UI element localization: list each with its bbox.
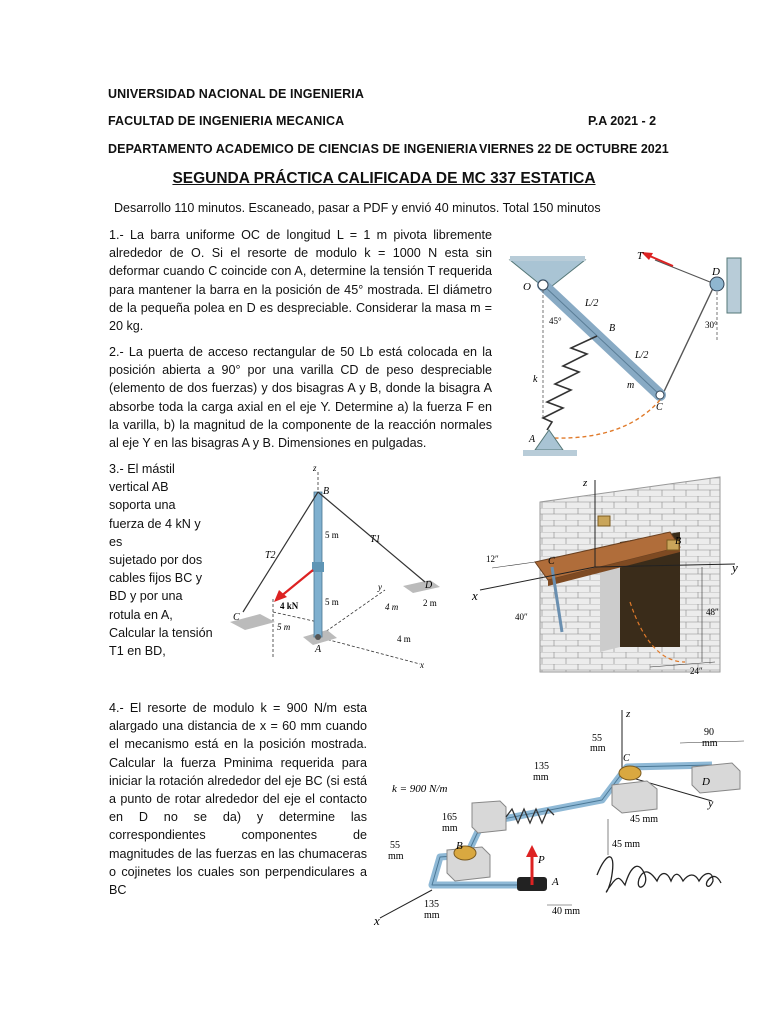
fig1-label-k: k [533, 374, 538, 385]
fig1-label-a: A [529, 434, 536, 445]
fig1-support-a [535, 430, 563, 450]
fig4-label-c: C [623, 753, 630, 764]
fig3-label-4m-bottom: 4 m [397, 634, 411, 644]
fig1-label-b: B [609, 323, 616, 334]
fig4-label-mm-135-top: mm [533, 772, 549, 783]
fig4-label-x: x [374, 913, 380, 928]
fig4-label-90: 90 [704, 727, 714, 738]
exam-instructions: Desarrollo 110 minutos. Escaneado, pasar a PDF y envió 40 minutos. Total 150 minutos [114, 201, 601, 215]
fig1-cable-dc [660, 284, 715, 400]
problem-3-line-1: 3.- El mástil [109, 462, 175, 476]
fig3-label-x: x [420, 660, 424, 670]
fig3-label-2m: 2 m [423, 598, 437, 608]
fig1-ceiling [510, 256, 585, 261]
figure-3-mast [225, 462, 450, 680]
fig1-cable-t [655, 260, 715, 284]
fig4-label-d: D [702, 776, 710, 788]
fig1-bar-edge [543, 285, 660, 395]
fig4-label-mm-135-bottom: mm [424, 910, 440, 921]
fig4-label-p: P [538, 854, 545, 866]
fig3-label-5m-mid: 5 m [325, 597, 339, 607]
fig3-label-c: C [233, 612, 240, 623]
fig3-dash-c2 [273, 612, 318, 622]
fig3-label-t2: T2 [265, 550, 276, 561]
fig2-label-c: C [548, 556, 555, 567]
fig2-label-12: 12″ [486, 554, 499, 564]
fig4-label-b: B [456, 840, 463, 852]
fig2-label-x: x [472, 588, 478, 603]
problem-3-line-3: soporta una [109, 498, 176, 513]
fig4-label-k: k = 900 N/m [392, 783, 448, 795]
fig2-label-b: B [675, 536, 682, 547]
fig1-pulley [710, 277, 724, 291]
problem-4-text: 4.- El resorte de modulo k = 900 N/m esta alargado una distancia de x = 60 mm cuando el mecanismo está en la posición mostrada. Calcular la fuerza Pminima requerida para iniciar la rotación alrededor del eje BC (si está a punto de rotar alrededor del eje el contacto en D no se da) y determine las correspondientes componentes de magnitudes de las fuerzas en las chumaceras o cojinetes los cuales son perpendiculares a BC [109, 701, 367, 898]
problem-3-line-8: rotula en A, [109, 607, 173, 622]
problem-3-line-6: cables fijos BC y [109, 571, 203, 586]
fig4-label-55-bottom: 55 [390, 840, 400, 851]
fig4-label-mm-165: mm [442, 823, 458, 834]
fig3-ball-joint [315, 634, 321, 640]
fig3-mast-collar [312, 562, 324, 572]
fig4-label-y: y [708, 796, 714, 810]
problem-1-text: 1.- La barra uniforme OC de longitud L = 1 m pivota libremente alrededor de O. Si el resorte de modulo k = 1000 N esta sin deformar cuando C coincide con A, determine la tensión T requerida para mantener la barra en la posición de 45° mostrada. El diámetro de la pequeña polea en D es despreciable. Considerar la masa m = 20 kg. [109, 228, 492, 334]
problem-2-text: 2.- La puerta de acceso rectangular de 50 Lb está colocada en la posición abierta a 90° por una varilla CD de peso despreciable (elemento de dos fuerzas) y dos bisagras A y B, donde la bisagra A absorbe toda la carga axial en el eje Y. Determine a) la fuerza F en la varilla, b) la magnitud de la componente de la reacción normales al eje Y en las bisagras A y B. Dimensiones en pulgadas. [109, 345, 492, 451]
fig4-label-135-bottom: 135 [424, 899, 439, 910]
fig1-label-m: m [627, 380, 635, 391]
fig3-force-arrow [280, 570, 313, 597]
fig4-label-mm-55-top: mm [590, 743, 606, 754]
fig2-label-48: 48″ [706, 607, 719, 617]
fig3-label-4m-top: 4 m [385, 602, 399, 612]
problem-3-line-4: fuerza de 4 kN y es [109, 516, 201, 549]
faculty-name: FACULTAD DE INGENIERIA MECANICA [108, 114, 345, 128]
fig4-label-40: 40 mm [552, 906, 581, 917]
fig2-hinge-a [598, 516, 610, 526]
department-name: DEPARTAMENTO ACADEMICO DE CIENCIAS DE INGENIERIA [108, 142, 478, 156]
fig4-label-165: 165 [442, 812, 457, 823]
fig3-label-y: y [378, 582, 382, 592]
fig3-label-t1: T1 [370, 534, 381, 545]
problem-3-text [109, 460, 216, 660]
fig3-label-b: B [323, 486, 330, 497]
fig2-label-z: z [583, 477, 588, 489]
fig4-force-p-arrowhead [526, 845, 538, 857]
fig3-label-d: D [425, 580, 433, 591]
exam-date: VIERNES 22 DE OCTUBRE 2021 [479, 142, 669, 156]
fig4-label-z: z [626, 708, 631, 720]
fig4-block-c [612, 781, 657, 813]
fig4-spring-wall [472, 801, 506, 833]
figure-1-bar-spring [505, 240, 750, 460]
problem-3-line-9: Calcular la tensión [109, 625, 213, 640]
fig1-label-d: D [712, 266, 720, 278]
fig3-label-5m-top: 5 m [325, 530, 339, 540]
problem-3-line-10: T1 en BD, [109, 644, 166, 659]
fig1-label-o: O [523, 281, 531, 293]
fig3-label-z: z [313, 463, 317, 473]
fig4-label-mm-55-bottom: mm [388, 851, 404, 862]
fig2-label-24: 24″ [690, 666, 703, 676]
figure-4-mechanism [372, 705, 762, 930]
fig4-label-135-top: 135 [534, 761, 549, 772]
fig4-bearing-c [619, 766, 641, 780]
fig2-label-y: y [732, 560, 738, 575]
exam-title: SEGUNDA PRÁCTICA CALIFICADA DE MC 337 ESTATICA [172, 170, 596, 187]
fig1-wall [727, 258, 741, 313]
fig1-spring [543, 336, 597, 430]
fig4-block-d [692, 763, 740, 793]
fig4-label-55-top: 55 [592, 733, 602, 744]
fig1-label-l2-top: L/2 [585, 298, 599, 309]
problem-3-line-2: vertical AB [109, 480, 169, 495]
fig1-floor [523, 450, 577, 456]
fig4-label-45-top: 45 mm [630, 814, 659, 825]
fig1-label-c: C [656, 402, 663, 413]
academic-period: P.A 2021 - 2 [588, 114, 657, 128]
fig1-label-45: 45° [549, 316, 562, 326]
fig4-label-45-bottom: 45 mm [612, 839, 641, 850]
fig2-label-40: 40″ [515, 612, 528, 622]
problem-3-line-7: BD y por una [109, 589, 183, 604]
signature-mark [597, 857, 721, 892]
problem-3-line-5: sujetado por dos [109, 553, 203, 568]
fig4-label-a: A [552, 876, 559, 888]
fig1-pin-c [656, 391, 664, 399]
figure-2-access-door [470, 472, 745, 682]
fig3-label-5m-bottom: 5 m [277, 622, 291, 632]
fig1-pin-o [538, 280, 548, 290]
fig1-label-l2-bottom: L/2 [635, 350, 649, 361]
fig4-label-mm-90: mm [702, 738, 718, 749]
fig3-label-force: 4 kN [280, 601, 299, 611]
fig1-arc-path [553, 400, 660, 438]
university-name: UNIVERSIDAD NACIONAL DE INGENIERIA [108, 87, 364, 101]
fig3-ground-d [403, 580, 440, 593]
fig1-label-t: T [637, 250, 644, 262]
fig1-label-30: 30° [705, 320, 718, 330]
fig3-label-a: A [315, 644, 322, 655]
